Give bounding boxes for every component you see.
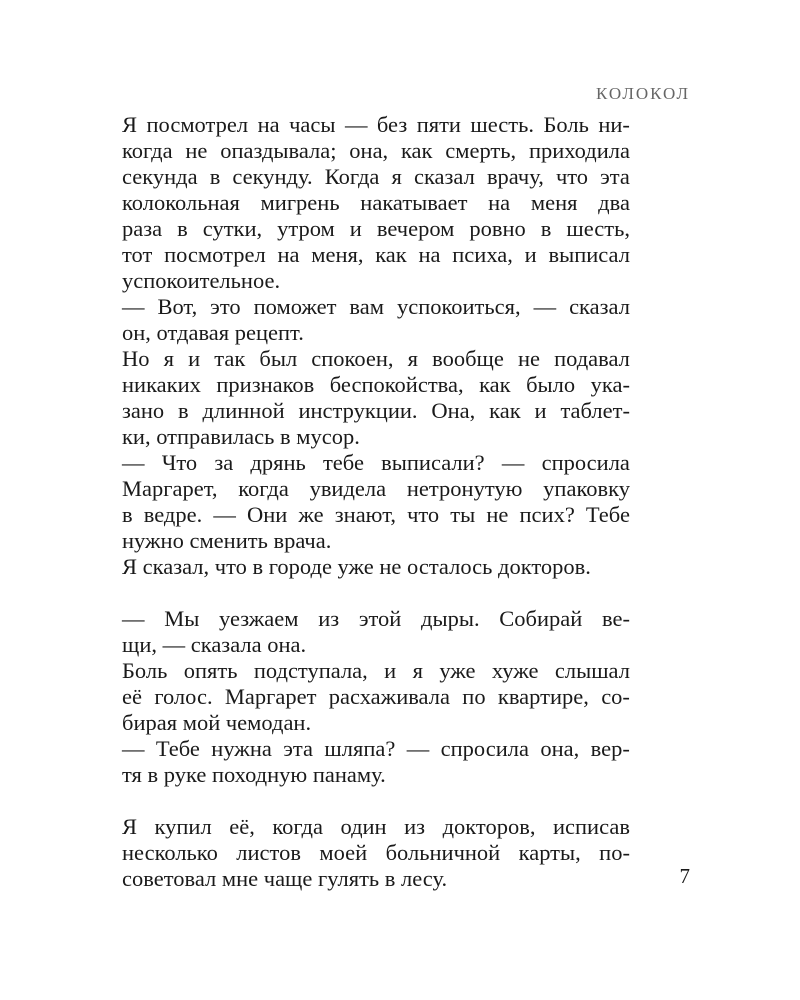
word: расхаживала	[328, 684, 450, 709]
word: посмотрел	[164, 242, 266, 267]
word: я	[163, 346, 174, 371]
word: моей	[319, 840, 368, 865]
word: и	[524, 242, 537, 267]
word: нужна	[211, 736, 272, 761]
word: это	[210, 294, 241, 319]
word: в	[540, 216, 552, 241]
word: часы	[289, 112, 336, 137]
word: психа,	[452, 242, 513, 267]
word: на	[488, 190, 511, 215]
text-line	[122, 294, 630, 320]
text-line	[122, 216, 630, 242]
word: сутки,	[202, 216, 263, 241]
word: её	[122, 684, 142, 709]
text-line	[122, 346, 630, 372]
text-line	[122, 164, 630, 190]
page-number: 7	[679, 864, 690, 888]
word: ве-	[602, 606, 630, 631]
word: Маргарет,	[122, 476, 218, 501]
word: эта	[283, 736, 314, 761]
word: —	[122, 736, 145, 761]
word: со-	[601, 684, 630, 709]
word: Когда	[324, 164, 380, 189]
text-line: щи, — сказала она.	[122, 632, 307, 657]
word: опять	[183, 658, 238, 683]
word: упаковку	[543, 476, 630, 501]
word: слышал	[554, 658, 630, 683]
word: как	[400, 138, 433, 163]
word: ука-	[590, 372, 630, 397]
word: её,	[229, 814, 255, 839]
word: —	[122, 294, 145, 319]
word: тот	[122, 242, 153, 267]
word: Собирай	[499, 606, 583, 631]
word: вам	[349, 294, 384, 319]
word: по-	[599, 840, 630, 865]
text-line	[122, 814, 630, 840]
word: так	[214, 346, 246, 371]
word: на	[277, 242, 300, 267]
word: когда	[122, 138, 173, 163]
word: приходила	[528, 138, 630, 163]
word: я	[391, 164, 402, 189]
word: нетронутую	[406, 476, 523, 501]
word: вообще	[432, 346, 504, 371]
word: что	[555, 164, 589, 189]
word: тебе	[322, 450, 364, 475]
word: утром	[277, 216, 335, 241]
text-line: он, отдавая рецепт.	[122, 320, 304, 345]
word: не	[517, 346, 540, 371]
word: и	[534, 398, 547, 423]
word: сказал	[413, 164, 475, 189]
word: уже	[439, 658, 476, 683]
word: посмотрел	[146, 112, 249, 137]
text-line	[122, 840, 630, 866]
word: Что	[161, 450, 198, 475]
text-line	[122, 450, 630, 476]
text-line	[122, 398, 630, 424]
word: Тебе	[585, 502, 630, 527]
word: за	[214, 450, 234, 475]
word: инструкции.	[298, 398, 418, 423]
word: колокольная	[122, 190, 240, 215]
word: из	[404, 814, 426, 839]
word: в	[178, 398, 189, 423]
word: без	[376, 112, 408, 137]
word: увидела	[309, 476, 387, 501]
body-text	[122, 112, 630, 892]
word: что	[407, 502, 440, 527]
word: на	[257, 112, 280, 137]
text-line: тя в руке походную панаму.	[122, 762, 386, 787]
word: зано	[122, 398, 165, 423]
word: успокоиться,	[396, 294, 521, 319]
word: подавал	[554, 346, 630, 371]
word: Вот,	[157, 294, 198, 319]
word: по	[462, 684, 486, 709]
word: Маргарет	[224, 684, 317, 709]
word: было	[526, 372, 576, 397]
word: карты,	[518, 840, 581, 865]
word: больничной	[385, 840, 501, 865]
word: беспокойства,	[329, 372, 464, 397]
running-head: КОЛОКОЛ	[595, 84, 690, 103]
word: в	[209, 164, 221, 189]
text-line	[122, 658, 630, 684]
word: Они	[246, 502, 288, 527]
word: меня	[530, 190, 578, 215]
word: Мы	[164, 606, 200, 631]
word: —	[501, 450, 525, 475]
word: Но	[122, 346, 150, 371]
text-line	[122, 736, 630, 762]
word: шесть.	[470, 112, 534, 137]
word: ведре.	[143, 502, 203, 527]
word: квартире,	[497, 684, 589, 709]
word: вер-	[590, 736, 630, 761]
blank-line	[122, 580, 630, 606]
word: когда	[238, 476, 289, 501]
text-line: советовал мне чаще гулять в лесу.	[122, 866, 448, 891]
word: никаких	[122, 372, 201, 397]
word: вечером	[376, 216, 455, 241]
word: —	[122, 606, 145, 631]
text-line	[122, 372, 630, 398]
word: два	[598, 190, 630, 215]
text-line	[122, 190, 630, 216]
word: докторов,	[442, 814, 536, 839]
word: таблет-	[560, 398, 630, 423]
word: же	[298, 502, 324, 527]
word: на	[418, 242, 441, 267]
word: как	[375, 242, 407, 267]
word: меня,	[311, 242, 364, 267]
word: шляпа?	[324, 736, 396, 761]
word: голос.	[154, 684, 213, 709]
word: и	[188, 346, 201, 371]
word: когда	[272, 814, 323, 839]
word: опаздывала;	[220, 138, 337, 163]
text-line: ки, отправилась в мусор.	[122, 424, 360, 449]
word: хуже	[491, 658, 539, 683]
word: несколько	[122, 840, 218, 865]
text-line: нужно сменить врача.	[122, 528, 332, 553]
word: Она,	[431, 398, 476, 423]
word: —	[406, 736, 430, 761]
word: Я	[122, 814, 138, 839]
word: был	[259, 346, 298, 371]
word: Боль	[543, 112, 589, 137]
word: она,	[349, 138, 389, 163]
word: Я	[122, 112, 138, 137]
word: знают,	[334, 502, 396, 527]
word: врачу,	[486, 164, 544, 189]
word: пяти	[416, 112, 461, 137]
word: секунда	[122, 164, 198, 189]
word: в	[122, 502, 133, 527]
word: смерть,	[445, 138, 517, 163]
text-line	[122, 138, 630, 164]
word: спросила	[440, 736, 529, 761]
word: выписали?	[381, 450, 485, 475]
text-line: Я сказал, что в городе уже не осталось докторов.	[122, 554, 591, 579]
word: дрянь	[250, 450, 306, 475]
word: спросила	[541, 450, 630, 475]
word: выписал	[548, 242, 630, 267]
text-line	[122, 476, 630, 502]
word: поможет	[253, 294, 337, 319]
word: —	[344, 112, 368, 137]
word: подступала,	[253, 658, 368, 683]
word: я	[407, 346, 418, 371]
word: секунду.	[232, 164, 313, 189]
text-line	[122, 606, 630, 632]
text-line: бирая мой чемодан.	[122, 710, 312, 735]
word: купил	[154, 814, 212, 839]
word: и	[349, 216, 362, 241]
word: из	[318, 606, 340, 631]
word: как	[489, 398, 521, 423]
word: шесть,	[566, 216, 630, 241]
text-line	[122, 684, 630, 710]
word: Тебе	[155, 736, 200, 761]
word: накатывает	[360, 190, 468, 215]
word: не	[486, 502, 509, 527]
word: листов	[236, 840, 301, 865]
word: —	[533, 294, 557, 319]
word: не	[185, 138, 208, 163]
word: признаков	[216, 372, 315, 397]
word: раза	[122, 216, 163, 241]
word: —	[213, 502, 236, 527]
word: этой	[358, 606, 402, 631]
word: ты	[450, 502, 476, 527]
text-line	[122, 112, 630, 138]
word: мигрень	[260, 190, 340, 215]
word: и	[384, 658, 397, 683]
word: дыры.	[421, 606, 480, 631]
text-line: успокоительное.	[122, 268, 281, 293]
blank-line	[122, 788, 630, 814]
word: я	[412, 658, 423, 683]
word: спокоен,	[311, 346, 394, 371]
word: длинной	[202, 398, 285, 423]
word: псих?	[519, 502, 575, 527]
word: один	[340, 814, 387, 839]
word: исписав	[552, 814, 630, 839]
text-line	[122, 242, 630, 268]
word: уезжаем	[219, 606, 299, 631]
word: ровно	[469, 216, 526, 241]
word: в	[177, 216, 188, 241]
word: —	[122, 450, 145, 475]
word: она,	[540, 736, 580, 761]
text-line	[122, 502, 630, 528]
word: сказал	[569, 294, 630, 319]
word: эта	[600, 164, 630, 189]
word: как	[479, 372, 511, 397]
word: Боль	[122, 658, 168, 683]
word: ни-	[598, 112, 630, 137]
